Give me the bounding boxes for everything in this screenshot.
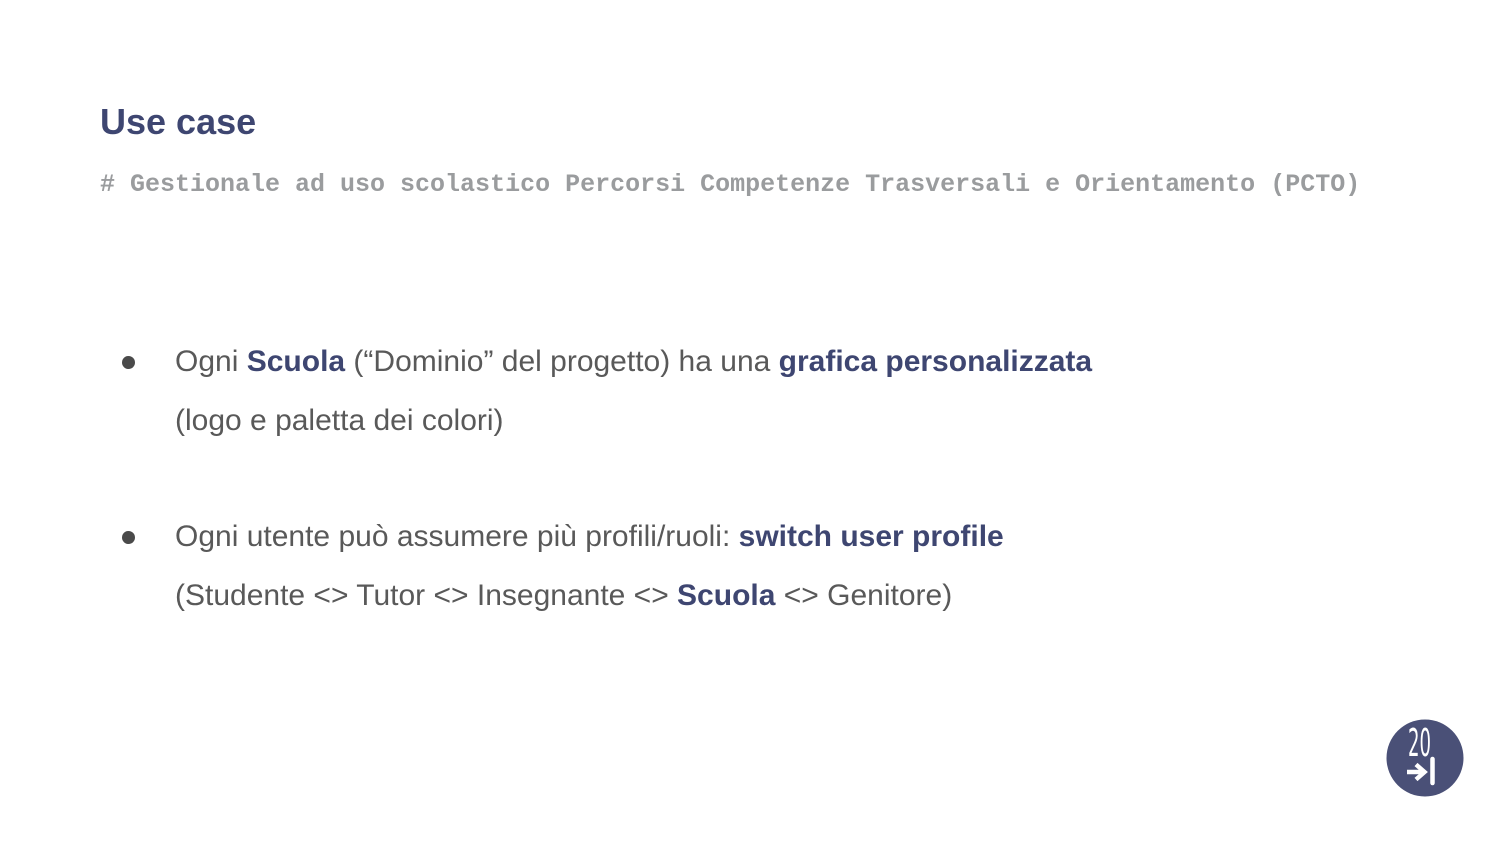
page-number-badge [1385, 718, 1465, 798]
text-segment: (logo e paletta dei colori) [175, 404, 504, 437]
text-segment: Ogni utente può assumere più profili/ruoli: [175, 520, 739, 553]
text-segment: (Studente <> Tutor <> Insegnante <> [175, 579, 678, 612]
text-segment-bold: grafica personalizzata [778, 345, 1093, 378]
bullet-1-line-1 [175, 332, 1092, 391]
text-segment: <> Genitore) [775, 579, 953, 612]
slide-subtitle: # Gestionale ad uso scolastico Percorsi Competenze Trasversali e Orientamento (PCTO) [100, 170, 1361, 199]
bullet-2-line-1 [175, 507, 1004, 566]
bullet-2-line-2 [175, 566, 1004, 625]
slide-title: Use case [100, 101, 257, 142]
text-segment-bold: Scuola [677, 579, 776, 612]
bullet-marker-icon [122, 356, 135, 369]
bullet-marker-icon [122, 531, 135, 544]
text-segment-bold: switch user profile [738, 520, 1004, 553]
badge-year-label: 20 [1408, 721, 1431, 765]
bullet-1-line-2 [175, 391, 1092, 450]
text-segment-bold: Scuola [246, 345, 346, 378]
text-segment: (“Dominio” del progetto) ha una [345, 345, 779, 378]
bullet-item-2 [175, 507, 1004, 625]
bullet-item-1 [175, 332, 1092, 450]
text-segment: Ogni [175, 345, 247, 378]
